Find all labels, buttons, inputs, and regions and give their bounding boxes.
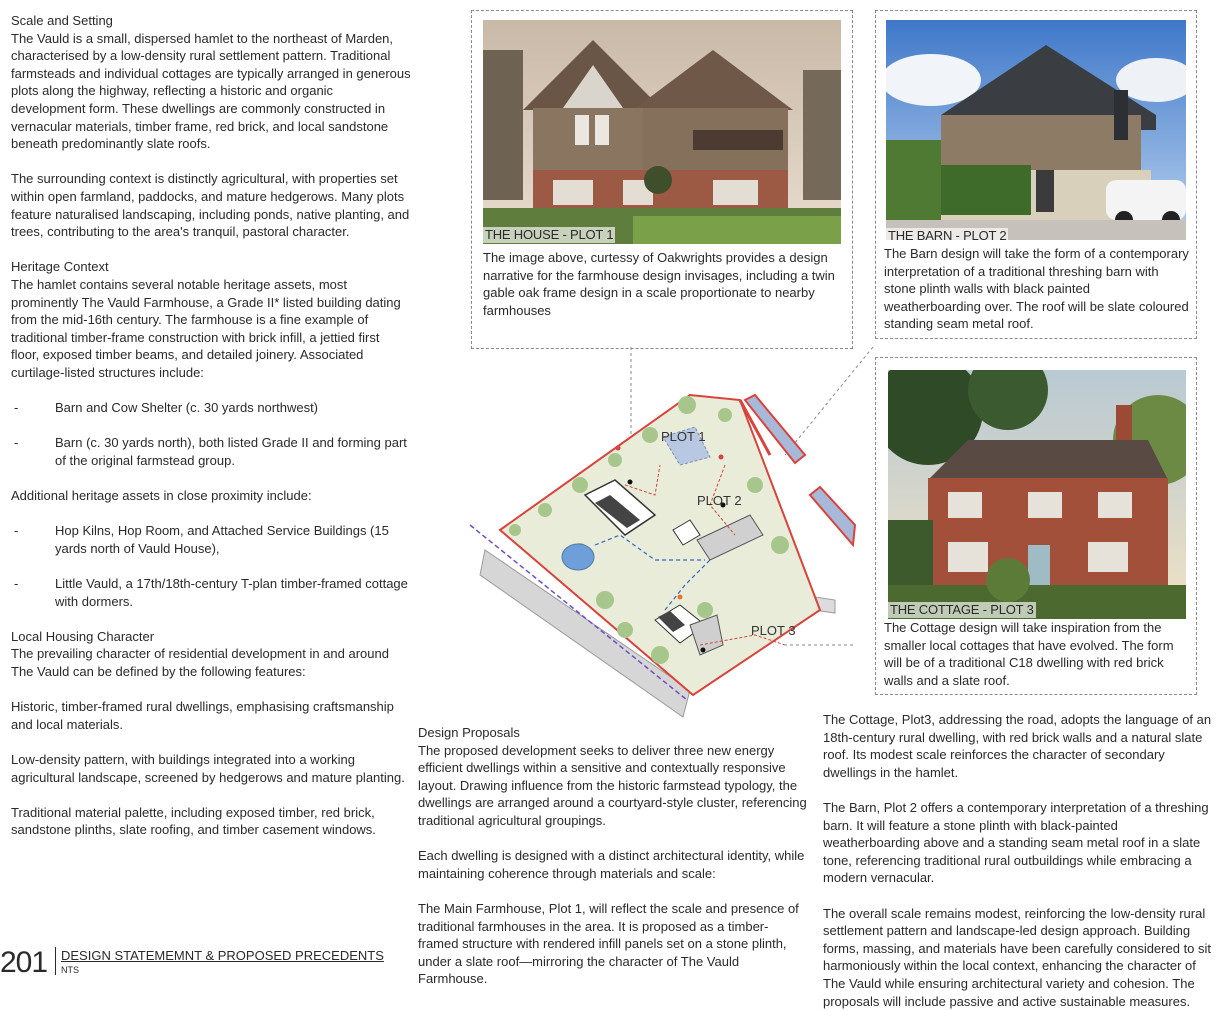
cottage-photo — [888, 370, 1186, 619]
design-proposals-paragraph-1: The proposed development seeks to deliver three new energy efficient dwellings within a sensitive and contextually responsive layout. Drawing influence from the historic farmstead typology, the dwellings are arranged around a courtyard-style cluster, referencing traditional agricultural groupings. — [418, 742, 807, 828]
design-proposals-paragraph-2: Each dwelling is designed with a distinct architectural identity, while maintaining coherence through materials and scale: — [418, 848, 805, 881]
design-proposals-column — [418, 724, 808, 988]
plot-3-label: PLOT 3 — [751, 623, 796, 638]
house-photo — [483, 20, 841, 244]
scale-heading: Scale and Setting — [11, 13, 113, 28]
housing-heading: Local Housing Character — [11, 628, 155, 644]
footer-title: DESIGN STATEMEMNT & PROPOSED PRECEDENTS — [61, 948, 384, 963]
right-text-column — [823, 711, 1218, 1010]
barn-illustration — [886, 20, 1186, 240]
right-paragraph-2: The Barn, Plot 2 offers a contemporary interpretation of a threshing barn. It will feature a stone plinth with black-painted weatherboarding above and a standing seam metal roof in a slate tone, referencing traditional rural outbuildings while embracing a modern vernacular. — [823, 799, 1209, 886]
plot-1-label: PLOT 1 — [661, 429, 706, 444]
additional-heading: Additional heritage assets in close proximity include: — [11, 488, 312, 504]
cottage-card-body: The Cottage design will take inspiration from the smaller local cottages that have evolved. The form will be of a traditional C18 dwelling with red brick walls and a slate roof. — [884, 620, 1174, 688]
barn-card-title: THE BARN - PLOT 2 — [888, 228, 1007, 243]
list-item: - Barn and Cow Shelter (c. 30 yards northwest) — [14, 400, 319, 416]
design-proposals-heading: Design Proposals — [418, 725, 520, 740]
scale-paragraph-2: The surrounding context is distinctly agricultural, with properties set within open farmland, paddocks, and mature hedgerows. Many plots feature naturalised landscaping, including ponds, native planting, and trees, contributing to the area's tranquil, pastoral character. — [11, 171, 410, 240]
barn-card-body: The Barn design will take the form of a contemporary interpretation of a traditional threshing barn with stone plinth walls with black painted weatherboarding over. The roof will be slate coloured standing seam metal roof. — [884, 246, 1189, 332]
design-proposals-paragraph-3: The Main Farmhouse, Plot 1, will reflect the scale and presence of traditional farmhouses in the area. It is proposed as a timber-framed structure with rendered infill panels set on a stone plinth, under a slate roof—mirroring the character of The Vauld Farmhouse. — [418, 900, 799, 987]
heritage-heading: Heritage Context — [11, 259, 109, 275]
cottage-card-title: THE COTTAGE - PLOT 3 — [890, 602, 1034, 617]
housing-paragraph-4: Traditional material palette, including exposed timber, red brick, sandstone plinths, slate roofing, and timber casement windows. — [11, 804, 376, 838]
footer-subtitle: NTS — [61, 965, 79, 975]
page-number: 201 — [0, 946, 48, 979]
list-item: - Barn (c. 30 yards north), both listed Grade II and forming part of the original farmstead group. — [14, 435, 407, 468]
list-item: - Hop Kilns, Hop Room, and Attached Service Buildings (15 yards north of Vauld House), — [14, 523, 389, 556]
left-text-column — [11, 12, 411, 839]
footer-divider — [55, 947, 56, 975]
house-card-body: The image above, curtessy of Oakwrights provides a design narrative for the farmhouse design invisages, including a twin gable oak frame design in a scale proportionate to nearby farmhouses — [483, 250, 835, 318]
list-item: - Little Vauld, a 17th/18th-century T-plan timber-framed cottage with dormers. — [14, 576, 408, 609]
barn-photo — [886, 20, 1186, 240]
plot-2-label: PLOT 2 — [697, 493, 742, 508]
scale-paragraph-1: The Vauld is a small, dispersed hamlet to the northeast of Marden, characterised by a low-density rural settlement pattern. Traditional farmsteads and individual cottages are typically arranged in generous plots along the highway, reflecting a historic and organic development form. These dwellings are commonly constructed in vernacular materials, timber frame, red brick, and local sandstone beneath predominantly slate roofs. — [11, 30, 411, 152]
heritage-paragraph: The hamlet contains several notable heritage assets, most prominently The Vauld Farmhouse, a Grade II* listed building dating from the mid-16th century. The farmhouse is a fine example of traditional timber-frame construction with brick infill, a jettied first floor, exposed timber beams, and detailed joinery. Associated curtilage-listed structures include: — [11, 276, 401, 380]
site-plan — [455, 345, 885, 725]
farmhouse-illustration — [483, 20, 841, 244]
right-paragraph-1: The Cottage, Plot3, addressing the road, adopts the language of an 18th-century rural dwelling, with red brick walls and a natural slate roof. Its modest scale reinforces the character of secondary dwellings in the hamlet. — [823, 712, 1212, 780]
house-card-title: THE HOUSE - PLOT 1 — [485, 227, 614, 242]
housing-paragraph-3: Low-density pattern, with buildings integrated into a working agricultural landscape, screened by hedgerows and mature planting. — [11, 751, 405, 785]
housing-paragraph-2: Historic, timber-framed rural dwellings, emphasising craftsmanship and local materials. — [11, 699, 394, 732]
housing-paragraph-1: The prevailing character of residential development in and around The Vauld can be defined by the following features: — [11, 646, 389, 679]
cottage-illustration — [888, 370, 1186, 619]
right-paragraph-3: The overall scale remains modest, reinforcing the low-density rural settlement pattern and landscape-led design approach. Building forms, massing, and materials have been carefully considered to sit harmoniously within the local context, enhancing the character of The Vauld while ensuring architectural variety and cohesion. The proposals will include passive and active sustainable measures. — [823, 905, 1212, 1009]
